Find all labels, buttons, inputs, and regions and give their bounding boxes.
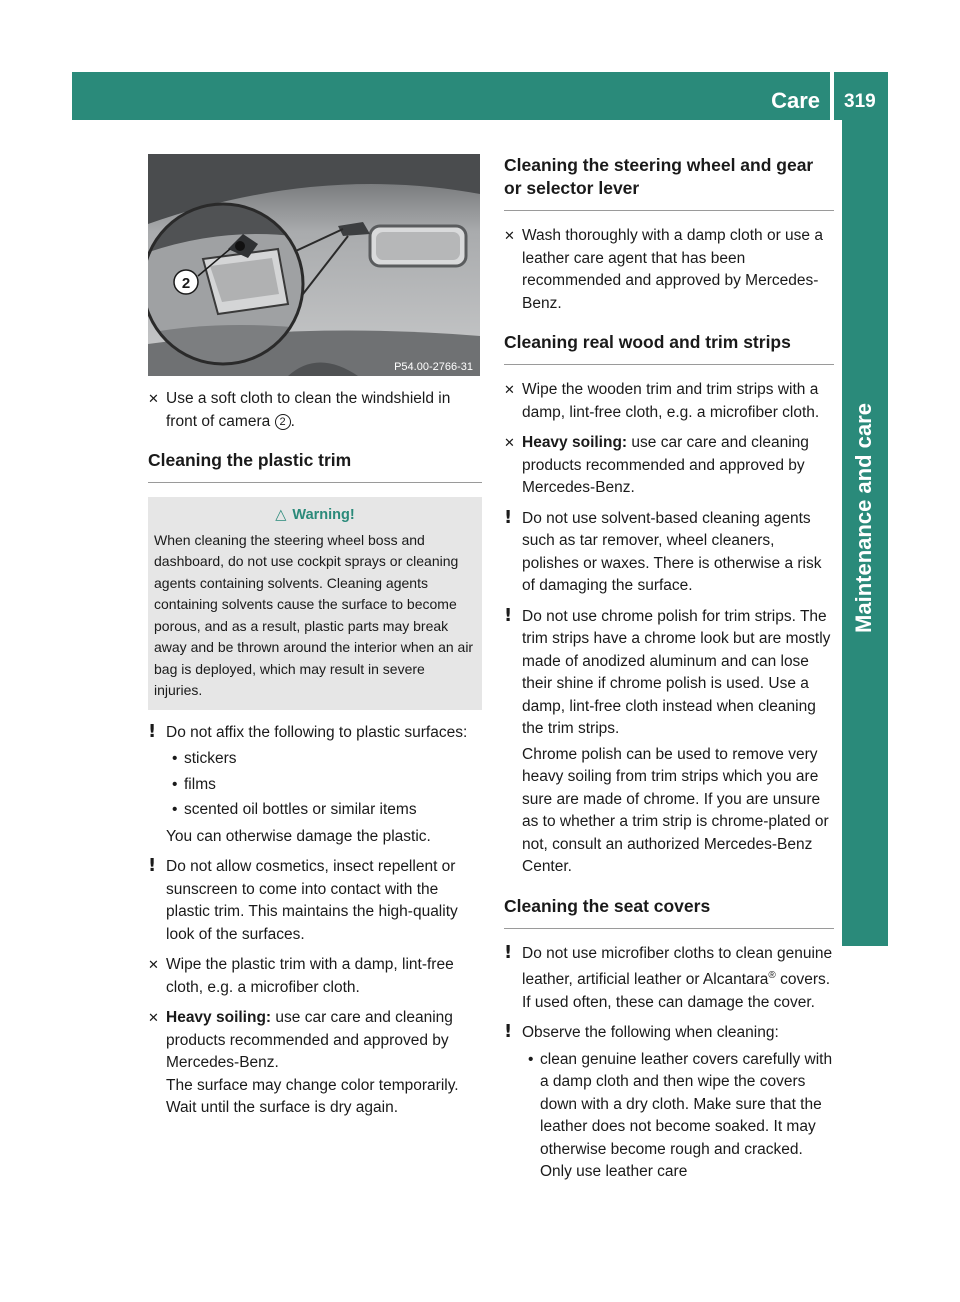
warning-triangle-icon: △ [275,507,287,523]
bullet-icon: • [172,801,178,818]
step-heavy-soiling [148,1007,482,1120]
step-label: Heavy soiling: [166,1009,272,1026]
note-text-pre: Do not use microfiber cloths to clean genuine leather, artificial leather or Alcantara [522,944,833,989]
note-chrome [504,606,834,879]
step-end: . [290,412,295,430]
warning-title [154,505,476,527]
note-plastic-surfaces [148,722,482,849]
step-text: Wash thoroughly with a damp cloth or use a leather care agent that has been recommended and approved by Mercedes-Benz. [522,227,823,312]
bullet-list [172,748,482,822]
figure-callout: 2 [181,275,191,292]
step-text: use car care and cleaning products recommended and approved by Mercedes-Benz. [166,1009,453,1071]
step-arrow-icon: ✕ [148,391,159,406]
note-solvent [504,508,834,598]
left-column [148,388,482,1128]
list-item-text: scented oil bottles or similar items [184,801,417,818]
step-wash-steering [504,225,834,315]
notice-icon: ! [148,855,157,876]
heading-wood-trim: Cleaning real wood and trim strips [504,331,834,365]
note-text: Chrome polish can be used to remove very heavy soiling from trim strips which you are sure are made of chrome. If you are unsure as to whether a trim strip is chrome-plated or not, consult an authorized Mercedes-Benz Center. [522,745,829,875]
step-text: Wipe the plastic trim with a damp, lint-free cloth, e.g. a microfiber cloth. [166,956,454,996]
bullet-list [528,1049,834,1184]
step-wipe-wood [504,379,834,424]
header-band [72,72,888,120]
step-arrow-icon: ✕ [504,435,515,450]
camera-figure [148,154,480,376]
note-text [522,943,834,1015]
step-arrow-icon: ✕ [148,957,159,972]
header-divider [830,72,834,120]
step-extra: The surface may change color temporarily. Wait until the surface is dry again. [166,1076,459,1116]
camera-ref: 2 [275,414,291,430]
side-tab-label: Maintenance and care [851,403,876,633]
heading-steering-wheel: Cleaning the steering wheel and gear or selector lever [504,154,834,211]
side-tab-block [842,900,888,946]
right-column [504,154,834,1192]
step-text: use car care and cleaning products recommended and approved by Mercedes-Benz. [522,434,809,496]
step-label: Heavy soiling: [522,434,628,451]
note-cosmetics [148,856,482,946]
note-microfiber [504,943,834,1015]
windshield-camera-illustration [148,154,480,376]
note-text: Do not use solvent-based cleaning agents such as tar remover, wheel cleaners, polishes or waxes. There is otherwise a risk of damaging the surface. [522,509,822,594]
warning-body: When cleaning the steering wheel boss and dashboard, do not use cockpit sprays or cleaning agents containing solvents. Cleaning agents containing solvents cause the surface to become porous, and as a result, plastic parts may break away and be thrown around the interior when an air bag is deployed, which may result in severe injuries. [154,531,474,698]
list-item-text: films [184,775,216,793]
warning-title-text: Warning! [292,507,355,523]
list-item-text: stickers [184,750,237,767]
figure-code: P54.00-2766-31 [394,361,473,373]
step-wipe-plastic [148,954,482,999]
note-text: Do not allow cosmetics, insect repellent or sunscreen to come into contact with the plastic trim. This maintains the high-quality look of the surfaces. [166,858,458,943]
note-intro: Observe the following when cleaning: [522,1024,779,1042]
step-arrow-icon: ✕ [504,382,515,397]
bullet-icon: • [172,750,178,767]
notice-icon: ! [148,720,157,742]
notice-icon: ! [504,506,513,528]
heading-seat-covers: Cleaning the seat covers [504,895,834,929]
page-section-title: Care [771,88,820,113]
note-intro: Do not affix the following to plastic surfaces: [166,723,468,741]
step-heavy-soiling-wood [504,432,834,500]
bullet-icon: • [528,1050,534,1068]
page-number: 319 [844,91,876,112]
step-arrow-icon: ✕ [504,228,515,243]
notice-icon: ! [504,604,513,626]
registered-mark: ® [768,970,776,981]
step-arrow-icon: ✕ [148,1010,159,1025]
step-clean-windshield [148,388,482,433]
list-item [172,748,482,771]
list-item-text: clean genuine leather covers carefully with a damp cloth and then wipe the covers down with a dry cloth. Make sure that the leather does not become soaked. It may otherwise become rough and cracked. Only use leather care [540,1050,833,1181]
note-observe [504,1022,834,1184]
notice-icon: ! [504,1021,513,1043]
note-outro: You can otherwise damage the plastic. [166,827,431,845]
note-text: Do not use chrome polish for trim strips. The trim strips have a chrome look but are mostly made of anodized aluminum and can lose their shine if chrome polish is used. Use a damp, lint-free cloth instead when cleaning the trim strips. [522,607,831,737]
bullet-icon: • [172,775,178,793]
list-item [172,774,482,797]
warning-box [148,497,482,710]
list-item [172,799,482,822]
notice-icon: ! [504,941,513,963]
step-text: Wipe the wooden trim and trim strips with a damp, lint-free cloth, e.g. a microfiber cloth. [522,381,820,421]
step-text: Use a soft cloth to clean the windshield in front of camera [166,390,451,430]
side-tab-label-box [844,388,884,648]
list-item [528,1049,834,1184]
note-text-post: covers. If used often, these can damage the cover. [522,971,831,1011]
heading-plastic-trim: Cleaning the plastic trim [148,449,482,483]
